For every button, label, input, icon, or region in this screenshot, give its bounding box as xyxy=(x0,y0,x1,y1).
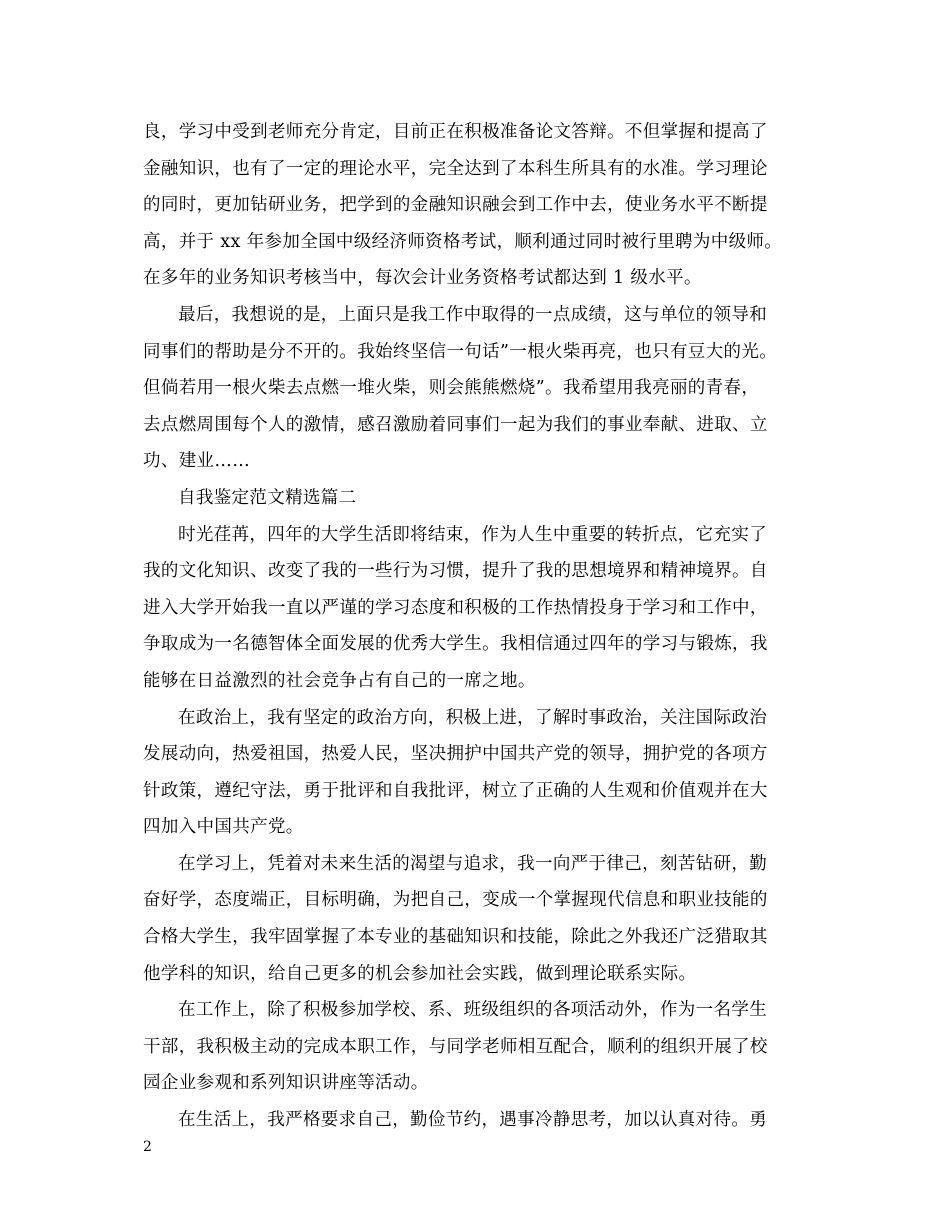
paragraph-line: 进入大学开始我一直以严谨的学习态度和积极的工作热情投身于学习和工作中， xyxy=(143,597,768,618)
paragraph xyxy=(143,846,823,992)
paragraph xyxy=(143,297,823,480)
paragraph-line: 发展动向，热爱祖国，热爱人民，坚决拥护中国共产党的领导，拥护党的各项方 xyxy=(143,744,768,765)
paragraph xyxy=(143,517,823,700)
paragraph-line: 合格大学生，我牢固掌握了本专业的基础知识和技能，除此之外我还广泛猎取其 xyxy=(143,927,768,948)
paragraph-line: 在学习上，凭着对未来生活的渴望与追求，我一向严于律己，刻苦钻研，勤 xyxy=(178,853,768,874)
paragraph-line: 在多年的业务知识考核当中，每次会计业务资格考试都达到 1 级水平。 xyxy=(143,268,702,289)
page-number: 2 xyxy=(143,1139,152,1155)
paragraph-line: 但倘若用一根火柴去点燃一堆火柴，则会熊熊燃烧”。我希望用我亮丽的青春， xyxy=(143,378,760,399)
paragraph-line: 去点燃周围每个人的激情，感召激励着同事们一起为我们的事业奉献、进取、立 xyxy=(143,414,768,435)
paragraph-line: 良，学习中受到老师充分肯定，目前正在积极准备论文答辩。不但掌握和提高了 xyxy=(143,122,768,142)
section-heading xyxy=(143,480,823,517)
paragraph-line: 高，并于 xx 年参加全国中级经济师资格考试，顺利通过同时被行里聘为中级师。 xyxy=(143,231,783,252)
paragraph-line: 在生活上，我严格要求自己，勤俭节约，遇事冷静思考，加以认真对待。勇 xyxy=(178,1110,768,1131)
paragraph-line: 针政策，遵纪守法，勇于批评和自我批评，树立了正确的人生观和价值观并在大 xyxy=(143,780,768,801)
paragraph-line: 能够在日益激烈的社会竞争占有自己的一席之地。 xyxy=(143,670,536,691)
paragraph-line: 同事们的帮助是分不开的。我始终坚信一句话”一根火柴再亮，也只有豆大的光。 xyxy=(143,341,778,362)
paragraph-line: 他学科的知识，给自己更多的机会参加社会实践，做到理论联系实际。 xyxy=(143,963,697,984)
paragraph-line: 争取成为一名德智体全面发展的优秀大学生。我相信通过四年的学习与锻炼，我 xyxy=(143,634,768,655)
paragraph-line: 的同时，更加钻研业务，把学到的金融知识融会到工作中去，使业务水平不断提 xyxy=(143,195,768,216)
paragraph-line: 功、建业…… xyxy=(143,451,251,472)
paragraph-line: 四加入中国共产党。 xyxy=(143,817,304,838)
paragraph xyxy=(143,700,823,846)
document-body xyxy=(143,114,823,1139)
paragraph-line: 金融知识，也有了一定的理论水平，完全达到了本科生所具有的水准。学习理论 xyxy=(143,158,768,179)
paragraph xyxy=(143,114,823,297)
paragraph-line: 干部，我积极主动的完成本职工作，与同学老师相互配合，顺利的组织开展了校 xyxy=(143,1036,768,1057)
paragraph-line: 时光荏苒，四年的大学生活即将结束，作为人生中重要的转折点，它充实了 xyxy=(178,524,768,545)
paragraph xyxy=(143,1102,823,1139)
paragraph-line: 最后，我想说的是，上面只是我工作中取得的一点成绩，这与单位的领导和 xyxy=(178,304,768,325)
paragraph-line: 我的文化知识、改变了我的一些行为习惯，提升了我的思想境界和精神境界。自 xyxy=(143,561,768,582)
heading-text: 自我鉴定范文精选篇二 xyxy=(178,487,357,508)
paragraph-line: 园企业参观和系列知识讲座等活动。 xyxy=(143,1073,429,1094)
paragraph-line: 在政治上，我有坚定的政治方向，积极上进，了解时事政治，关注国际政治 xyxy=(178,707,768,728)
paragraph-line: 奋好学，态度端正，目标明确，为把自己，变成一个掌握现代信息和职业技能的 xyxy=(143,890,768,911)
paragraph-line: 在工作上，除了积极参加学校、系、班级组织的各项活动外，作为一名学生 xyxy=(178,1000,768,1021)
paragraph xyxy=(143,992,823,1102)
